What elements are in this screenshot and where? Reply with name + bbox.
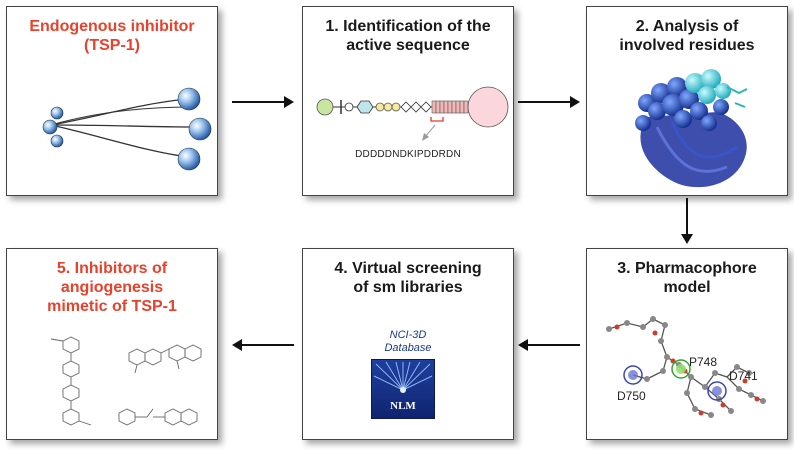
step-box-screening <box>302 248 514 440</box>
left-arrow-icon <box>232 338 294 352</box>
inhibitors-title-line3: mimetic of TSP-1 <box>47 298 177 315</box>
identification-title-line2: active sequence <box>346 37 470 54</box>
screening-title <box>303 259 513 297</box>
identification-title-line1: 1. Identification of the <box>325 18 491 35</box>
nlm-logo <box>371 359 435 419</box>
step-box-inhibitor <box>6 6 218 196</box>
protein-structure-illustration <box>587 7 789 197</box>
analysis-title-line1: 2. Analysis of <box>635 18 739 35</box>
pharmacophore-model-illustration <box>587 249 789 441</box>
pharmacophore-title-line2: model <box>663 279 711 296</box>
analysis-title-line2: involved residues <box>619 37 755 54</box>
screening-title-line2: of sm libraries <box>353 279 463 296</box>
right-arrow-icon <box>232 95 294 109</box>
database-label <box>303 329 513 355</box>
active-sequence-text: DDDDDNDKIPDDRDN <box>355 149 461 160</box>
inhibitors-title-line2: angiogenesis <box>60 279 164 296</box>
domain-structure-illustration <box>303 7 515 197</box>
step-box-pharmacophore <box>586 248 788 440</box>
down-arrow-icon <box>680 198 694 244</box>
screening-title-line1: 4. Virtual screening <box>334 260 482 277</box>
nlm-logo-text: NLM <box>390 400 416 412</box>
inhibitors-title-line1: 5. Inhibitors of <box>56 260 168 277</box>
left-arrow-icon <box>518 338 580 352</box>
step-box-identification <box>302 6 514 196</box>
database-label-line1: NCI-3D <box>389 329 427 341</box>
right-arrow-icon <box>518 95 580 109</box>
residue-label-d741: D741 <box>729 369 758 383</box>
pharmacophore-title-line1: 3. Pharmacophore <box>617 260 757 277</box>
tsp1-trimer-illustration <box>7 7 219 197</box>
inhibitor-title-line2: (TSP-1) <box>84 37 140 54</box>
step-box-analysis <box>586 6 788 196</box>
database-label-line2: Database <box>384 342 432 354</box>
inhibitor-title-line1: Endogenous inhibitor <box>29 18 195 35</box>
small-molecule-structures-illustration <box>7 249 219 441</box>
residue-label-d750: D750 <box>617 389 646 403</box>
residue-label-p748: P748 <box>689 355 718 369</box>
step-box-inhibitors <box>6 248 218 440</box>
